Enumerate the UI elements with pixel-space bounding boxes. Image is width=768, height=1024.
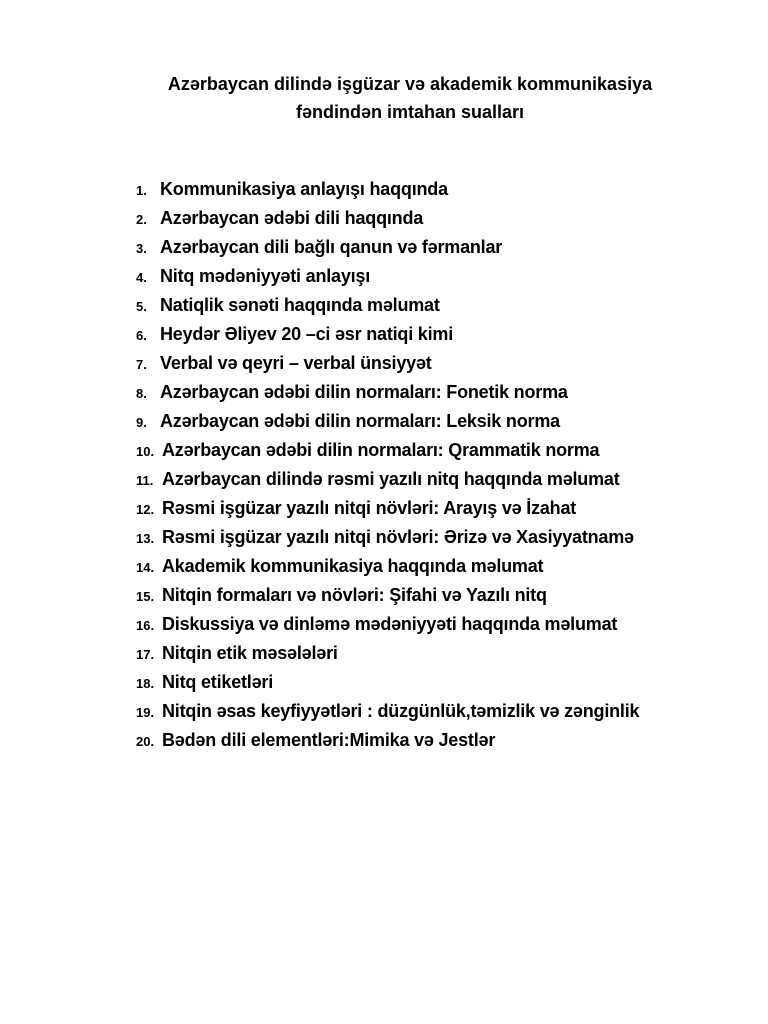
document-title (100, 70, 720, 126)
question-number: 13. (136, 531, 155, 546)
question-item (136, 639, 639, 668)
title-line-2: fəndindən imtahan sualları (295, 102, 525, 122)
question-number: 18. (136, 676, 155, 691)
question-text: Natiqlik sənəti haqqında məlumat (160, 295, 440, 315)
question-item (136, 204, 639, 233)
question-text: Diskussiya və dinləmə mədəniyyəti haqqında məlumat (162, 614, 618, 634)
question-item (136, 610, 639, 639)
question-number: 9. (136, 415, 147, 430)
question-item (136, 291, 639, 320)
question-number: 10. (136, 444, 155, 459)
question-item (136, 465, 639, 494)
question-item (136, 407, 639, 436)
title-line-1: Azərbaycan dilində işgüzar və akademik kommunikasiya (167, 74, 653, 94)
question-number: 12. (136, 502, 155, 517)
question-text: Rəsmi işgüzar yazılı nitqi növləri: Ərizə və Xasiyyatnamə (162, 527, 634, 547)
question-text: Nitq etiketləri (162, 672, 274, 692)
question-number: 8. (136, 386, 147, 401)
question-number: 16. (136, 618, 155, 633)
question-number: 5. (136, 299, 147, 314)
question-item (136, 726, 639, 755)
question-text: Heydər Əliyev 20 –ci əsr natiqi kimi (160, 324, 454, 344)
question-number: 7. (136, 357, 147, 372)
question-text: Kommunikasiya anlayışı haqqında (160, 179, 448, 199)
question-number: 17. (136, 647, 155, 662)
question-item (136, 262, 639, 291)
question-text: Nitq mədəniyyəti anlayışı (160, 266, 371, 286)
question-text: Azərbaycan dili bağlı qanun və fərmanlar (160, 237, 503, 257)
question-text: Azərbaycan ədəbi dilin normaları: Fonetik norma (160, 382, 568, 402)
question-text: Akademik kommunikasiya haqqında məlumat (162, 556, 544, 576)
question-item (136, 581, 639, 610)
question-number: 3. (136, 241, 147, 256)
question-text: Azərbaycan ədəbi dilin normaları: Leksik norma (160, 411, 560, 431)
question-item (136, 697, 639, 726)
question-item (136, 523, 639, 552)
question-item (136, 175, 639, 204)
question-item (136, 494, 639, 523)
question-item (136, 320, 639, 349)
question-list (136, 175, 639, 755)
question-text: Rəsmi işgüzar yazılı nitqi növləri: Arayış və İzahat (162, 498, 577, 518)
question-number: 2. (136, 212, 147, 227)
question-text: Nitqin formaları və növləri: Şifahi və Yazılı nitq (162, 585, 547, 605)
question-number: 19. (136, 705, 155, 720)
question-number: 4. (136, 270, 147, 285)
question-text: Azərbaycan ədəbi dili haqqında (160, 208, 424, 228)
question-text: Bədən dili elementləri:Mimika və Jestlər (162, 730, 496, 750)
question-item (136, 349, 639, 378)
question-item (136, 668, 639, 697)
question-number: 1. (136, 183, 147, 198)
question-number: 6. (136, 328, 147, 343)
question-item (136, 436, 639, 465)
question-text: Nitqin əsas keyfiyyətləri : düzgünlük,təmizlik və zənginlik (162, 701, 640, 721)
question-item (136, 233, 639, 262)
question-text: Azərbaycan ədəbi dilin normaları: Qrammatik norma (162, 440, 600, 460)
question-number: 14. (136, 560, 155, 575)
question-number: 11. (136, 473, 154, 488)
question-text: Azərbaycan dilində rəsmi yazılı nitq haqqında məlumat (162, 469, 620, 489)
question-text: Verbal və qeyri – verbal ünsiyyət (160, 353, 432, 373)
question-text: Nitqin etik məsələləri (162, 643, 338, 663)
question-item (136, 552, 639, 581)
question-number: 20. (136, 734, 155, 749)
question-number: 15. (136, 589, 155, 604)
question-item (136, 378, 639, 407)
